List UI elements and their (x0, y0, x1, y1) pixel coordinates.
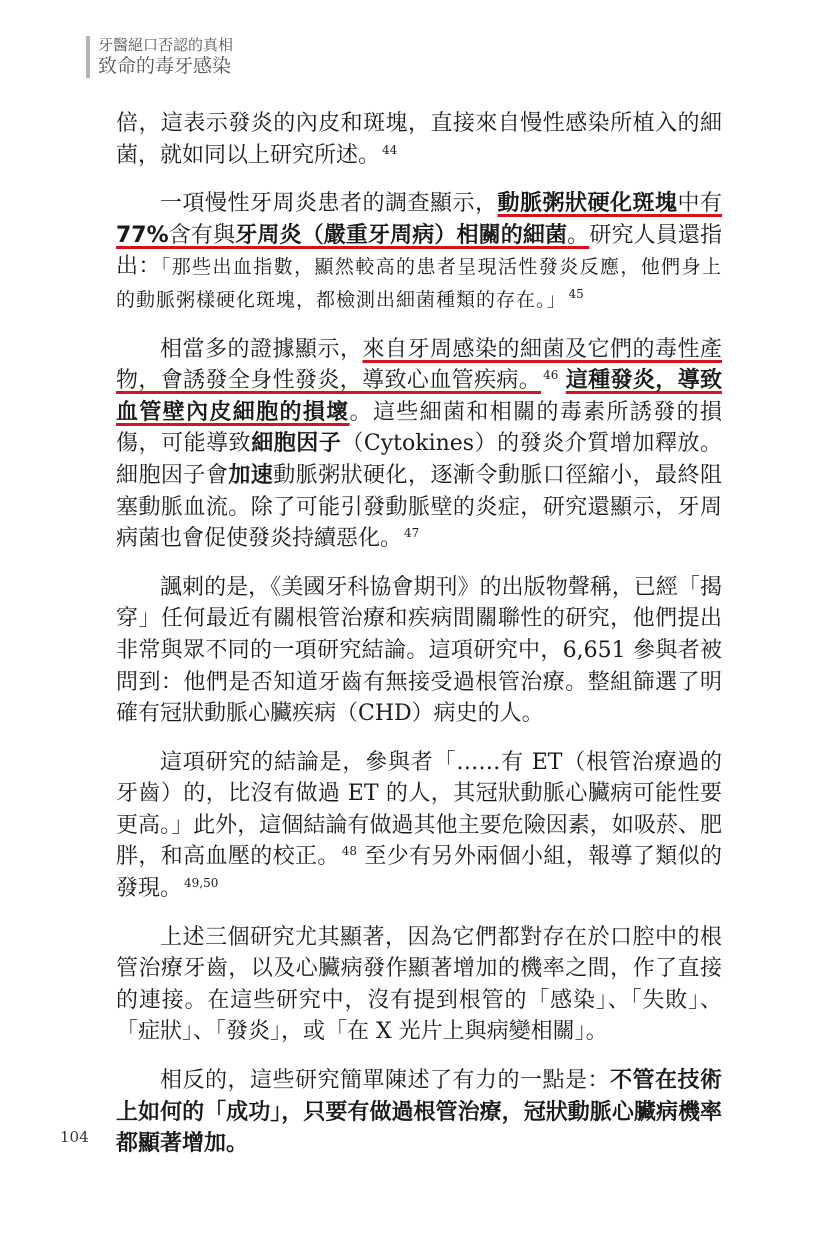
text: 一項慢性牙周炎患者的調查顯示， (160, 191, 498, 217)
reference-48: 48 (341, 844, 358, 859)
quotation: 「那些出血指數，顯然較高的患者呈現活性發炎反應，他們身上的動脈粥樣硬化斑塊，都檢測出細菌種類的存在。」 (116, 256, 722, 311)
text: 這項研究的結論是，參與者「……有 ET（根管治療過的牙齒）的，比沒有做過 ET 的人，其冠狀動脈心臟病可能性要更高。」此外，這個結論有做過其他主要危險因素，如吸菸、肥胖，和高血壓的校正。 (116, 749, 722, 870)
reference-49-50: 49,50 (184, 876, 219, 891)
highlight-damage: 這種發炎，導致血管壁內皮細胞的損壞 (116, 368, 722, 425)
reference-45: 45 (568, 286, 584, 301)
bold-conclusion: 不管在技術上如何的「成功」，只要有做過根管治療，冠狀動脈心臟病機率都顯著增加。 (116, 1068, 722, 1157)
book-series-title: 牙醫絕口否認的真相 (98, 36, 234, 54)
highlight-percentage: 77% (116, 222, 169, 248)
paragraph-3 (116, 334, 722, 555)
paragraph-7 (116, 1065, 722, 1160)
page-body (116, 108, 722, 1177)
paragraph-5 (116, 747, 722, 905)
text: 諷刺的是，《美國牙科協會期刊》的出版物聲稱，已經「揭穿」任何最近有關根管治療和疾病間關聯性的研究，他們提出非常與眾不同的一項研究結論。這項研究中，6,651 參與者被問到：他們是否知道牙齒有無接受過根管治療。整組篩選了明確有冠狀動脈心臟疾病（CHD）病史的人。 (116, 574, 722, 727)
text: 相反的，這些研究簡單陳述了有力的一點是： (160, 1068, 610, 1094)
paragraph-6 (116, 922, 722, 1048)
text: （Cytokines）的發炎介質增加釋放。細胞因子會 (116, 431, 722, 488)
reference-44: 44 (382, 142, 398, 157)
bold-accelerate: 加速 (228, 462, 274, 488)
text: 研究人員還指出： (116, 222, 722, 280)
text: 相當多的證據顯示， (160, 336, 363, 362)
text: 動脈粥狀硬化，逐漸令動脈口徑縮小，最終阻塞動脈血流。除了可能引發動脈壁的炎症，研究還顯示，牙周病菌也會促使發炎持續惡化。 (116, 462, 722, 552)
highlight-evidence: 來自牙周感染的細菌及它們的毒性產物，會誘發全身性發炎，導致心血管疾病。 (116, 336, 722, 394)
text: 上述三個研究尤其顯著，因為它們都對存在於口腔中的根管治療牙齒，以及心臟病發作顯著增加的機率之間，作了直接的連接。在這些研究中，沒有提到根管的「感染」、「失敗」、「症狀」、「發炎」，或「在 X 光片上與病變相關」。 (116, 924, 722, 1045)
running-header (86, 36, 233, 78)
page-number: 104 (60, 1128, 89, 1146)
text: 至少有另外兩個小組，報導了類似的發現。 (116, 844, 722, 902)
highlight-text: 中有 (677, 191, 722, 217)
highlight-bacteria: 牙周炎（嚴重牙周病）相關的細菌 (235, 222, 568, 248)
bold-cytokines: 細胞因子 (251, 431, 342, 457)
text: 倍，這表示發炎的內皮和斑塊，直接來自慢性感染所植入的細菌，就如同以上研究所述。 (116, 111, 722, 168)
text: 。這些細菌和相關的毒素所誘發的損傷，可能導致 (116, 399, 722, 457)
reference-47: 47 (404, 526, 420, 541)
reference-46: 46 (543, 368, 559, 383)
highlight-plaque: 動脈粥狀硬化斑塊 (497, 191, 678, 217)
chapter-title: 致命的毒牙感染 (98, 55, 232, 77)
highlight-text: 含有與 (168, 222, 236, 248)
paragraph-1 (116, 108, 722, 171)
highlight-text: 。 (567, 222, 590, 248)
paragraph-2 (116, 188, 722, 316)
paragraph-4 (116, 572, 722, 730)
